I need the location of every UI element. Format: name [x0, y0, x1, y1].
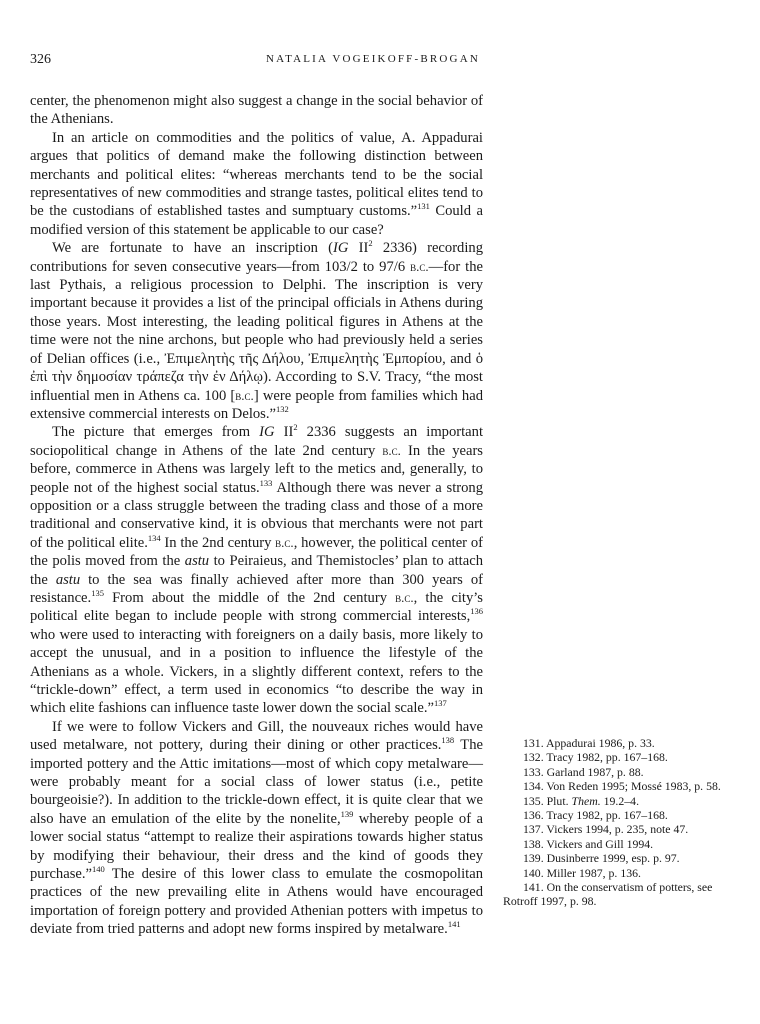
work-title: Them. [571, 793, 601, 808]
footnote-ref[interactable]: 134 [147, 532, 161, 543]
paragraph-text: to Peiraieus, and Themistocles’ plan to attach the [30, 553, 483, 588]
era-abbrev: b.c. [235, 387, 254, 403]
era-abbrev: b.c. [275, 534, 294, 550]
paragraph-text: From about the middle of the 2nd century [103, 589, 396, 606]
footnote-ref[interactable]: 141 [447, 919, 461, 930]
paragraph-text: We are fortunate to have an inscription ( [52, 240, 334, 257]
footnote: 131. Appadurai 1986, p. 33. [523, 736, 655, 750]
paragraph-text: The picture that emerges from [52, 424, 260, 441]
paragraph-text: whereby people of a lower social status “attempt to realize their aspirations towards higher status by modifying their behaviour, their dress and the kind of goods they purchase.” [30, 810, 483, 883]
greek-term: astu [55, 571, 81, 588]
footnote: 139. Dusinberre 1999, esp. p. 97. [523, 851, 680, 866]
inscription-abbrev: IG [259, 424, 275, 441]
footnote-ref[interactable]: 139 [340, 808, 354, 819]
paragraph-text: who were used to interacting with foreigners on a daily basis, more likely to accept the unusual, and in a position to influence the lifestyle of the Athenians as a whole. Vickers, in a slightly different context, refers to the “trickle-down” effect, a term used in economics “to describe the way in which elite fashions can influence taste lower down the social scale.” [30, 626, 483, 717]
paragraph-text: If we were to follow Vickers and Gill, the nouveaux riches would have used metalware, not pottery, during their dining or other practices. [30, 718, 483, 754]
footnote: 141. On the conservatism of potters, see Rotroff 1997, p. 98. [503, 880, 713, 909]
superscript: 2 [368, 238, 373, 249]
paragraph-text: —for the last Pythais, a religious procession to Delphi. The inscription is very important because it provides a list of the principal officials in Athens during those years. Most interesting, the leading political figures in Athens at the time were not the nine archons, but people who had previously held a series of Delian offices (i.e., Ἐπιμελητὴς τῆς Δήλου, Ἐπιμελητὴς Ἐμπορίου, and ὁ ἐπὶ τὴν δημοσίαν τράπεζα τὴν ἐν Δήλῳ). According to S.V. Tracy, “the most influential men in Athens ca. 100 [ [30, 258, 483, 404]
footnote-ref[interactable]: 131 [417, 201, 430, 212]
era-abbrev: b.c. [395, 589, 414, 605]
paragraph-text: The desire of this lower class to emulate the cosmopolitan practices of the new prevailing elite in Athens would have encouraged importation of foreign pottery and provided Athenian potters with impetus to deviate from tried patterns and adopt new forms inspired by metalware. [30, 866, 483, 938]
footnote-ref[interactable]: 140 [92, 864, 105, 875]
paragraph [30, 129, 483, 239]
era-abbrev: b.c. [382, 442, 401, 458]
footnote: 136. Tracy 1982, pp. 167–168. [523, 808, 668, 823]
main-text [30, 92, 483, 939]
paragraph-text: , however, the political center of the polis moved from the [30, 534, 483, 570]
paragraph-text: II [274, 424, 294, 441]
paragraph-text: In the 2nd century [160, 534, 276, 551]
paragraph-text: ] were people from families which had extensive commercial interests on Delos.” [30, 387, 483, 422]
footnote: 134. Von Reden 1995; Mossé 1983, p. 58. [523, 779, 721, 794]
superscript: 2 [293, 422, 298, 433]
paragraph-text: , the city’s political elite began to include people with strong commercial interests, [30, 589, 483, 625]
footnote-ref[interactable]: 138 [441, 735, 455, 746]
paragraph [30, 718, 483, 939]
footnote: 137. Vickers 1994, p. 235, note 47. [523, 822, 689, 837]
inscription-abbrev: IG [333, 240, 349, 257]
footnote-ref[interactable]: 136 [470, 606, 483, 617]
paragraph-text: center, the phenomenon might also suggest a change in the social behavior of the Athenians. [30, 93, 483, 128]
paragraph-text: 2336) recording contributions for seven consecutive years—from 103/2 to 97/6 [30, 240, 483, 275]
page-number: 326 [30, 52, 51, 67]
paragraph-text: The imported pottery and the Attic imitations—most of which copy metalware—were probably meant for a social class of lower status (i.e., petite bourgeoisie?). In addition to the trickle-down effect, it is quite clear that we also have an emulation of the elite by the nonelite, [30, 737, 483, 827]
greek-term: astu [184, 553, 210, 570]
footnote-ref[interactable]: 135 [91, 588, 104, 599]
footnotes [503, 736, 721, 909]
footnote-ref[interactable]: 132 [276, 404, 289, 415]
paragraph-text: Although there was never a strong opposition or a class struggle between the trading class and those of a more traditional and conservative kind, it is obvious that merchants were not part of the political elite. [30, 479, 483, 551]
footnote-ref[interactable]: 137 [434, 698, 447, 709]
footnote-text: 135. Plut. [523, 793, 572, 808]
paragraph-text: In an article on commodities and the politics of value, A. Appadurai argues that politics of demand make the following distinction between merchants and political elites: “whereas merchants tend to be the social representatives of new commodities and strange tastes, political elites tend to be the custodians of established tastes and sumptuary customs.” [30, 129, 483, 220]
paragraph-text: II [348, 240, 369, 257]
paragraph [30, 423, 483, 718]
footnote-text: 19.2–4. [600, 793, 640, 808]
footnote: 140. Miller 1987, p. 136. [523, 865, 641, 880]
paragraph-text: In the years before, commerce in Athens was largely left to the metics and, generally, to people not of the highest social status. [30, 442, 483, 496]
footnote: 138. Vickers and Gill 1994. [523, 836, 654, 851]
running-head: NATALIA VOGEIKOFF-BROGAN [266, 53, 480, 65]
paragraph-text: Could a modified version of this statement be applicable to our case? [30, 203, 483, 238]
footnote: 133. Garland 1987, p. 88. [523, 764, 644, 779]
footnote [503, 794, 721, 808]
paragraph-text: 2336 suggests an important sociopolitical change in Athens of the late 2nd century [30, 424, 484, 459]
paragraph [30, 239, 483, 423]
page-header [30, 52, 480, 72]
paragraph [30, 92, 483, 129]
footnote-ref[interactable]: 133 [259, 477, 273, 488]
era-abbrev: b.c. [410, 258, 429, 274]
footnote: 132. Tracy 1982, pp. 167–168. [523, 750, 668, 765]
paragraph-text: to the sea was finally achieved after more than 300 years of resistance. [30, 571, 483, 606]
